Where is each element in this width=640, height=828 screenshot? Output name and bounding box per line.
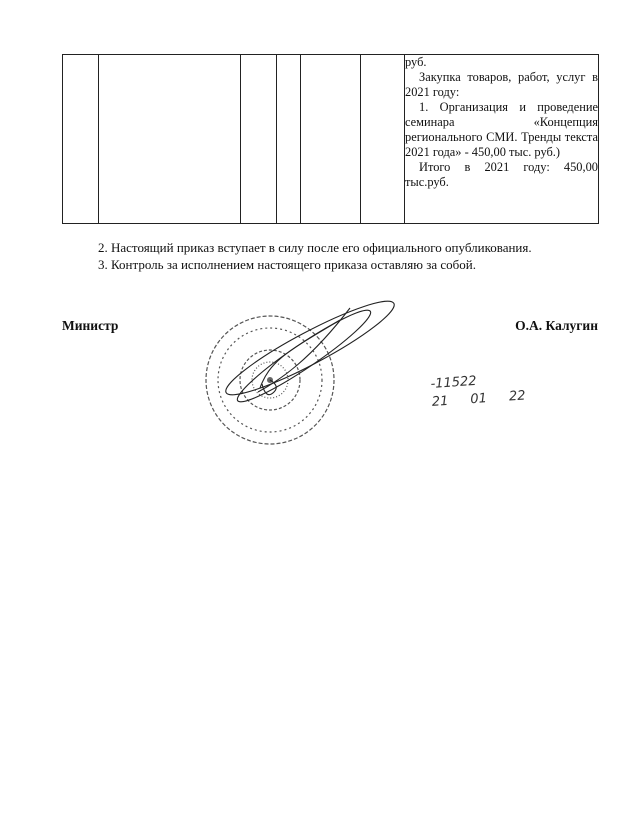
- signatory-name: О.А. Калугин: [515, 318, 598, 333]
- handwritten-note: [430, 369, 526, 411]
- paragraph-3: 3. Контроль за исполнением настоящего приказа оставляю за собой.: [98, 257, 476, 272]
- round-seal-icon: [200, 300, 410, 460]
- table-cell-4: [277, 55, 301, 224]
- handwritten-number: -11522: [430, 373, 478, 392]
- table-cell-3: [241, 55, 277, 224]
- signatory-title: Министр: [62, 318, 119, 333]
- cell-paragraph: Итого в 2021 году: 450,00 тыс.руб.: [405, 160, 598, 189]
- table-cell-6: [361, 55, 405, 224]
- cell-paragraph: Закупка товаров, работ, услуг в 2021 году:: [405, 70, 598, 99]
- table-cell-2: [99, 55, 241, 224]
- table-cell-description: [405, 55, 599, 224]
- paragraph-2: 2. Настоящий приказ вступает в силу после его официального опубликования.: [98, 240, 532, 255]
- table-row: [63, 55, 599, 224]
- handwritten-date: 21 01 22: [431, 388, 527, 410]
- cell-paragraph: 1. Организация и проведение семинара «Концепция регионального СМИ. Тренды текста 2021 года» - 450,00 тыс. руб.): [405, 100, 598, 159]
- cell-text: [405, 55, 598, 190]
- table-cell-1: [63, 55, 99, 224]
- cell-paragraph: руб.: [405, 55, 427, 69]
- table-fragment: [62, 54, 599, 224]
- table-cell-5: [301, 55, 361, 224]
